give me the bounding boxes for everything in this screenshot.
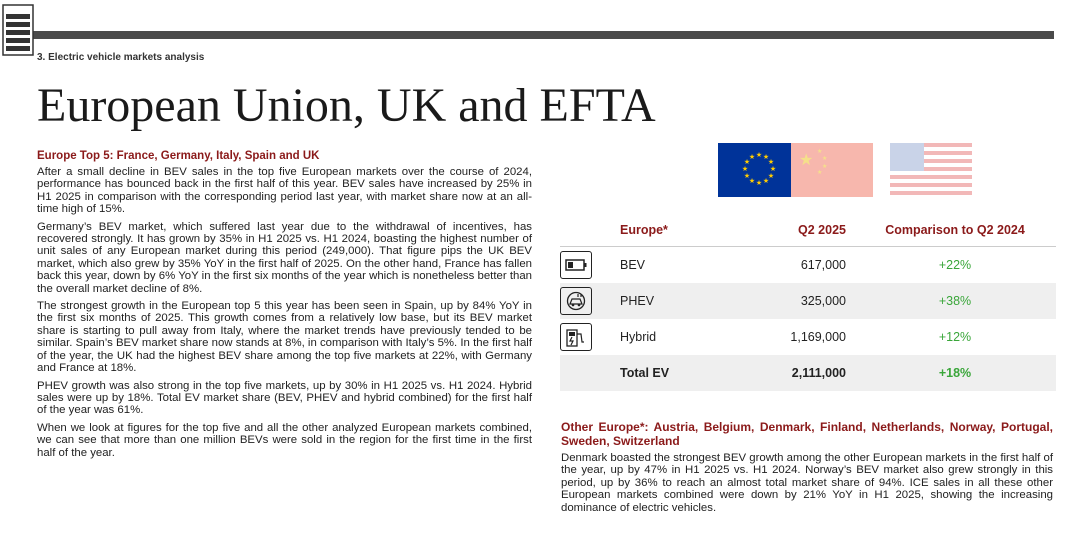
row-change: +22% [938, 258, 972, 272]
svg-text:★: ★ [817, 148, 823, 155]
page-title: European Union, UK and EFTA [37, 79, 656, 132]
svg-text:★: ★ [767, 158, 775, 166]
svg-text:★: ★ [748, 153, 756, 161]
row-value: 325,000 [800, 294, 846, 308]
header-comparison: Comparison to Q2 2024 [885, 223, 1025, 237]
header-bar [28, 31, 1054, 39]
battery-icon [560, 251, 592, 279]
paragraph: The strongest growth in the European top 5 this year has been seen in Spain, up by 84% YoY in the first six months of 2025. This growth comes from a relatively low base, but its BEV market share is starting to pull away from Italy, where the market trends have previously tended to be similar. Spain’s BEV market share now stands at 8%, in comparison with Italy’s 5%. In the first half of the year, the UK had the highest BEV share among the top five markets at 22%, with Germany and France at 18%. [37, 300, 532, 375]
svg-text:★: ★ [743, 172, 751, 180]
table-header [560, 214, 1056, 247]
flag-row [690, 143, 1060, 199]
china-flag-icon [791, 143, 873, 197]
paragraph: PHEV growth was also strong in the top five markets, up by 30% in H1 2025 vs. H1 2024. Hybrid sales were up by 18%. Total EV market share (BEV, PHEV and hybrid combined) for the first half of the year was 61%. [37, 379, 532, 417]
other-europe-heading: Other Europe*: Austria, Belgium, Denmark, Finland, Netherlands, Norway, Portugal, Sweden, Switzerland [561, 420, 1053, 448]
svg-text:★: ★ [743, 158, 751, 166]
table-row [560, 283, 1056, 319]
top5-subhead: Europe Top 5: France, Germany, Italy, Spain and UK [37, 150, 320, 162]
header-period: Q2 2025 [798, 223, 846, 237]
row-value: 2,111,000 [791, 366, 846, 380]
row-change: +38% [938, 294, 972, 308]
svg-text:★: ★ [817, 169, 823, 176]
plug-car-icon [560, 287, 592, 315]
svg-text:★: ★ [755, 179, 763, 187]
row-value: 617,000 [800, 258, 846, 272]
paragraph: Germany’s BEV market, which suffered last year due to the withdrawal of incentives, has recovered strongly. It has grown by 35% in H1 2025 vs. H1 2024, boasting the highest number of unit sales of any European market during this period (249,000). That figure pips the UK BEV market, which also grew by 35% YoY in the first half of 2025. On the other hand, France has fallen back this year, down by 6% YoY in the first six months of the year which is nonetheless better than the overall market decline of 8%. [37, 220, 532, 295]
row-change: +18% [938, 366, 972, 380]
us-flag-icon [890, 143, 972, 197]
row-value: 1,169,000 [790, 330, 846, 344]
left-column [37, 150, 532, 464]
document-icon [2, 4, 34, 56]
svg-text:★: ★ [755, 151, 763, 159]
eu-flag-icon [718, 143, 800, 197]
table-row [560, 319, 1056, 355]
svg-text:★: ★ [822, 155, 828, 162]
svg-text:★: ★ [748, 177, 756, 185]
fuel-pump-bolt-icon [560, 323, 592, 351]
svg-text:★: ★ [822, 163, 828, 170]
other-europe-section [561, 420, 1053, 519]
header-region: Europe* [620, 223, 668, 237]
table-row [560, 247, 1056, 283]
paragraph: After a small decline in BEV sales in the top five European markets over the course of 2024, performance has bounced back in the first half of this year. BEV sales have increased by 25% in H1 2025 in comparison with the corresponding period last year, with market share now at an all-time high of 15%. [37, 166, 532, 216]
svg-text:★: ★ [769, 165, 777, 173]
paragraph: When we look at figures for the top five and all the other analyzed European markets combined, we can see that more than one million BEVs were sold in the region for the first time in the first half of the year. [37, 421, 532, 459]
row-label: Total EV [620, 366, 670, 380]
sales-table [560, 214, 1056, 391]
other-europe-paragraph: Denmark boasted the strongest BEV growth among the other European markets in the first half of the year, up by 47% in H1 2025 vs. H1 2024. Norway’s BEV market also grew strongly in this period, up by 36% to reach an almost total market share of 94%. ICE sales in all these other European markets combined were down by 21% YoY in H1 2025, showing the increasing dominance of electric vehicles. [561, 452, 1053, 514]
svg-text:★: ★ [762, 177, 770, 185]
row-label: PHEV [620, 294, 655, 308]
svg-text:★: ★ [799, 150, 814, 169]
svg-text:★: ★ [762, 153, 770, 161]
svg-text:★: ★ [767, 172, 775, 180]
row-label: Hybrid [620, 330, 657, 344]
svg-text:★: ★ [741, 165, 749, 173]
row-change: +12% [938, 330, 972, 344]
table-row-total [560, 355, 1056, 391]
row-label: BEV [620, 258, 646, 272]
section-label: 3. Electric vehicle markets analysis [37, 52, 205, 63]
